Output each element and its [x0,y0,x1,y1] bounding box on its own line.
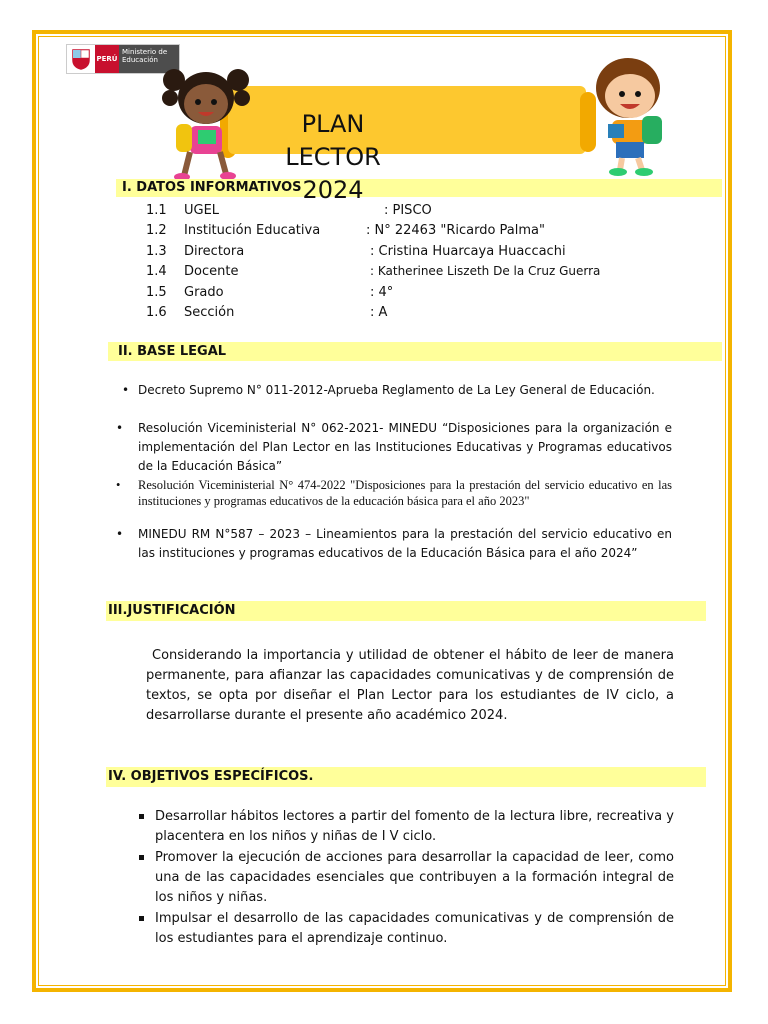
title-line-1: PLAN [301,110,365,138]
list-item-text: Promover la ejecución de acciones para desarrollar la capacidad de leer, como una de las capacidades esenciales que contribuyen a la formación integral de los niños y niñas. [155,850,674,905]
logo-country: PERÚ [95,45,119,73]
list-item [116,525,672,563]
datos-num: 1.4 [146,264,167,279]
title-line-2: LECTOR [285,143,381,171]
list-item [155,807,674,847]
datos-value: : Katherinee Liszeth De la Cruz Guerra [370,264,601,278]
list-item-text: Resolución Viceministerial N° 474-2022 "Disposiciones para la prestación del servicio educativo en las instituciones y programas educativos de la educación básica para el año 2023" [138,478,672,508]
list-item-text: MINEDU RM N°587 – 2023 – Lineamientos para la prestación del servicio educativo en las instituciones y programas educativos de la Educación Básica para el año 2024” [138,527,672,560]
datos-num: 1.3 [146,244,167,259]
page-title [268,108,398,207]
boy-student-illustration [584,54,676,178]
datos-value: : PISCO [384,203,432,218]
datos-num: 1.5 [146,285,167,300]
section-heading-justificacion: III.JUSTIFICACIÓN [108,603,236,618]
datos-num: 1.2 [146,223,167,238]
list-item-text: Decreto Supremo N° 011-2012-Aprueba Reglamento de La Ley General de Educación. [138,383,655,397]
list-item-text: Impulsar el desarrollo de las capacidades comunicativas y de comprensión de los estudiantes para el aprendizaje continuo. [155,911,674,946]
title-line-3: 2024 [302,176,364,204]
datos-value: : 4° [370,285,394,300]
list-item [155,909,674,949]
logo-ministry: Ministerio de Educación [119,45,179,73]
bullet-icon: • [116,527,124,541]
datos-num: 1.6 [146,305,167,320]
datos-value: : N° 22463 "Ricardo Palma" [366,223,545,238]
bullet-icon: • [116,421,124,435]
datos-label: Docente [184,264,239,279]
section-heading-datos: I. DATOS INFORMATIVOS [122,180,302,195]
datos-label: Institución Educativa [184,223,321,238]
datos-value: : A [370,305,388,320]
list-item [116,419,672,476]
bullet-icon: • [122,383,130,397]
section-heading-base-legal: II. BASE LEGAL [118,344,227,359]
list-item [122,381,672,400]
justificacion-paragraph: Considerando la importancia y utilidad de obtener el hábito de leer de manera permanente, para afianzar las capacidades comunicativas y de comprensión de textos, se opta por diseñar el Plan Lector para los estudiantes de IV ciclo, a desarrollarse durante el presente año académico 2024. [146,648,674,723]
datos-num: 1.1 [146,203,167,218]
girl-student-illustration [160,64,252,182]
square-bullet-icon [139,814,144,819]
square-bullet-icon [139,916,144,921]
datos-label: UGEL [184,203,220,218]
list-item-text: Desarrollar hábitos lectores a partir del fomento de la lectura libre, recreativa y placentera en los niños y niñas de I V ciclo. [155,809,674,844]
bullet-icon: • [116,478,121,492]
list-item [116,477,672,509]
datos-label: Sección [184,305,235,320]
list-item-text: Resolución Viceministerial N° 062-2021- MINEDU “Disposiciones para la organización e implementación del Plan Lector en las Instituciones Educativas y Programas educativos de la Educación Básica” [138,421,672,473]
square-bullet-icon [139,855,144,860]
datos-value: : Cristina Huarcaya Huaccachi [370,244,566,259]
coat-of-arms-icon [67,45,95,73]
list-item [155,848,674,908]
datos-label: Directora [184,244,245,259]
datos-label: Grado [184,285,224,300]
section-heading-objetivos: IV. OBJETIVOS ESPECÍFICOS. [108,769,314,784]
